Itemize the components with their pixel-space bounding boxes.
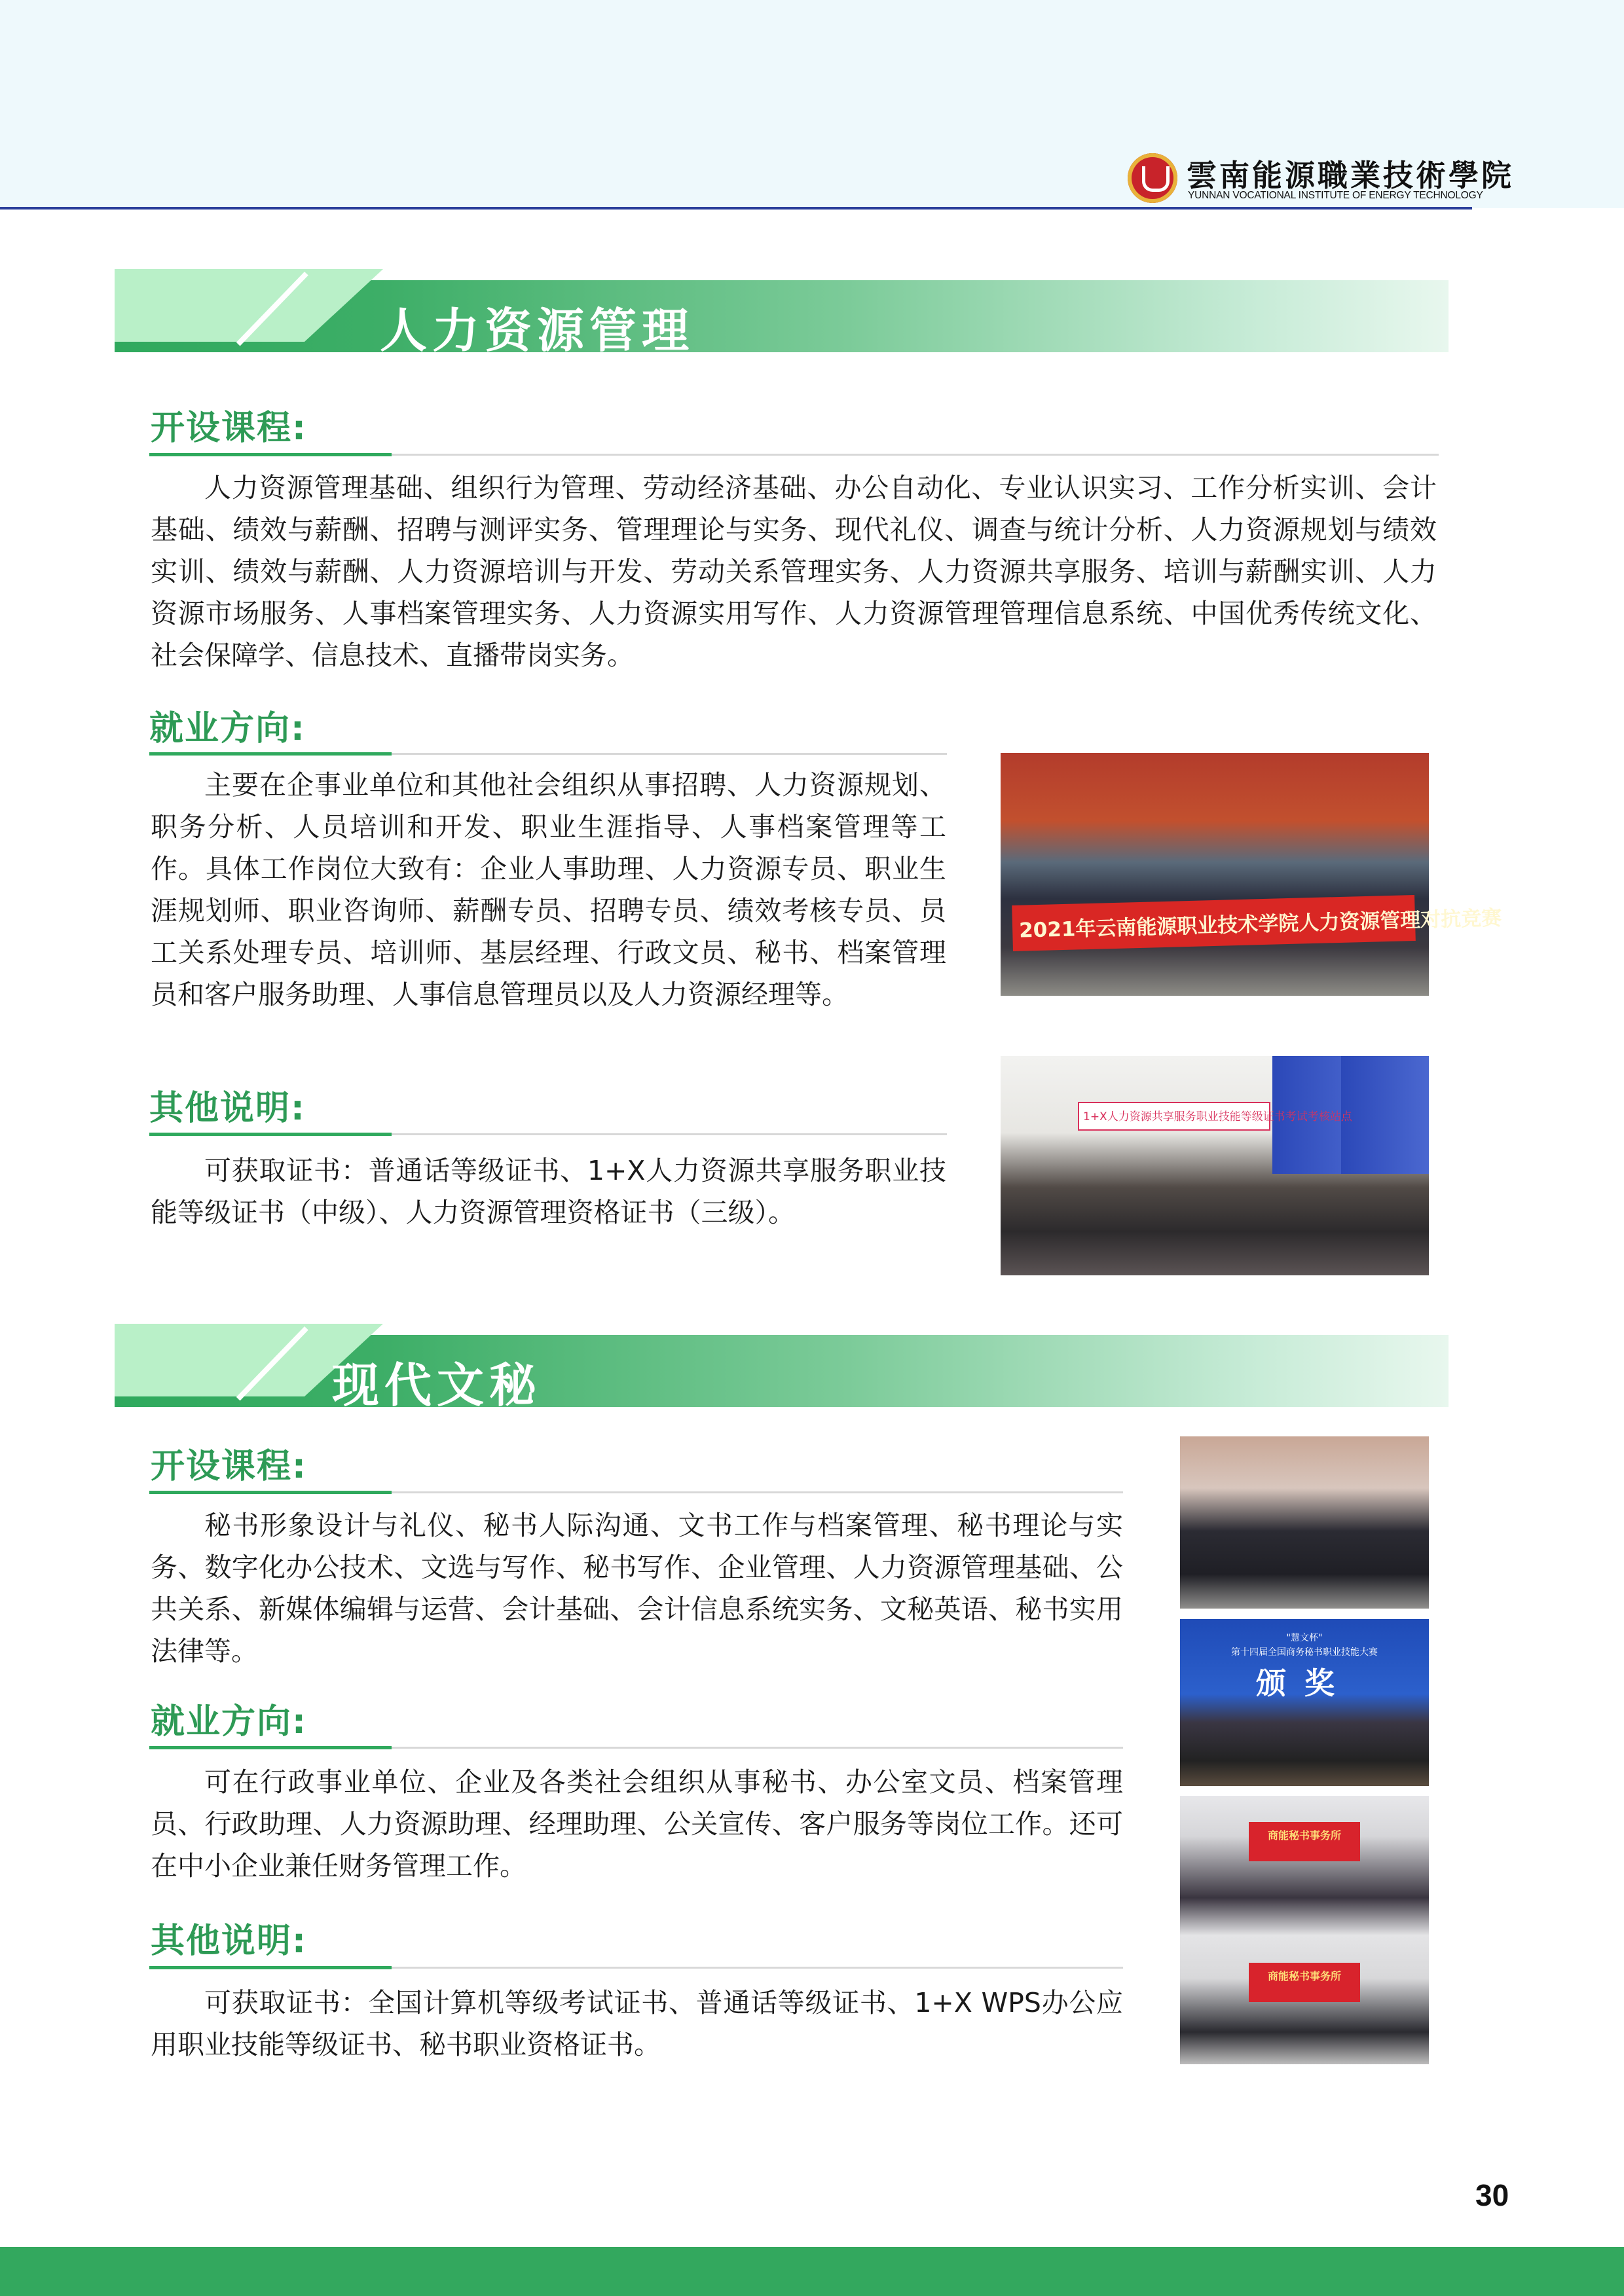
photo-sign-text: 1+X人力资源共享服务职业技能等级证书考试考核站点 <box>1083 1110 1352 1123</box>
school-emblem-icon <box>1128 153 1177 203</box>
courses-heading: 开设课程: <box>151 1447 307 1486</box>
photo-exam-room <box>1001 1056 1429 1275</box>
heading-rule <box>149 753 947 755</box>
page-number: 30 <box>1475 2178 1509 2212</box>
courses-text: 秘书形象设计与礼仪、秘书人际沟通、文书工作与档案管理、秘书理论与实务、数字化办公技术、文选与写作、秘书写作、企业管理、人力资源管理基础、公共关系、新媒体编辑与运营、会计基础、会计信息系统实务、文秘英语、秘书实用法律等。 <box>151 1510 1123 1667</box>
heading-rule <box>149 1967 1123 1969</box>
screen-text: 商能秘书事务所 <box>1267 1970 1341 1982</box>
photo-secretary-group <box>1180 1436 1429 1609</box>
school-logo <box>1128 152 1514 208</box>
career-heading: 就业方向: <box>149 709 306 748</box>
notes-heading: 其他说明: <box>149 1089 306 1128</box>
heading-rule <box>149 1491 1123 1493</box>
heading-rule <box>149 1133 947 1135</box>
school-name-en: YUNNAN VOCATIONAL INSTITUTE OF ENERGY TECHNOLOGY <box>1188 190 1483 201</box>
photo-hall-events <box>1180 1796 1429 2064</box>
career-heading: 就业方向: <box>151 1702 307 1741</box>
courses-text: 人力资源管理基础、组织行为管理、劳动经济基础、办公自动化、专业认识实习、工作分析实训、会计基础、绩效与薪酬、招聘与测评实务、管理理论与实务、现代礼仪、调查与统计分析、人力资源规划与绩效实训、绩效与薪酬、人力资源培训与开发、劳动关系管理实务、人力资源共享服务、培训与薪酬实训、人力资源市场服务、人事档案管理实务、人力资源实用写作、人力资源管理管理信息系统、中国优秀传统文化、社会保障学、信息技术、直播带岗实务。 <box>151 472 1437 671</box>
section-title: 现代文秘 <box>332 1358 542 1413</box>
photo-award-ceremony <box>1180 1619 1429 1786</box>
notes-text: 可获取证书：普通话等级证书、1+X人力资源共享服务职业技能等级证书（中级）、人力资源管理资格证书（三级）。 <box>151 1155 946 1228</box>
section-banner-secretary <box>115 1324 1449 1413</box>
award-line2: 第十四届全国商务秘书职业技能大赛 <box>1231 1647 1378 1658</box>
footer-bar <box>0 2247 1624 2296</box>
notes-heading: 其他说明: <box>151 1922 307 1961</box>
career-text: 主要在企事业单位和其他社会组织从事招聘、人力资源规划、职务分析、人员培训和开发、职业生涯指导、人事档案管理等工作。具体工作岗位大致有：企业人事助理、人力资源专员、职业生涯规划师、职业咨询师、薪酬专员、招聘专员、绩效考核专员、员工关系处理专员、培训师、基层经理、行政文员、秘书、档案管理员和客户服务助理、人事信息管理员以及人力资源经理等。 <box>151 769 946 1010</box>
school-name-cn: 雲南能源職業技術學院 <box>1187 158 1514 193</box>
section-banner-hr <box>115 269 1449 358</box>
award-big-text: 颁奖 <box>1256 1666 1353 1701</box>
career-text: 可在行政事业单位、企业及各类社会组织从事秘书、办公室文员、档案管理员、行政助理、人力资源助理、经理助理、公关宣传、客户服务等岗位工作。还可在中小企业兼任财务管理工作。 <box>151 1766 1123 1882</box>
screen-text: 商能秘书事务所 <box>1267 1829 1341 1842</box>
section-title: 人力资源管理 <box>380 303 695 358</box>
courses-heading: 开设课程: <box>151 409 307 448</box>
award-line1: "慧文杯" <box>1286 1633 1323 1643</box>
notes-text: 可获取证书：全国计算机等级考试证书、普通话等级证书、1+X WPS办公应用职业技能等级证书、秘书职业资格证书。 <box>151 1987 1123 2060</box>
photo-competition-group <box>1001 753 1502 996</box>
photo-banner-text: 2021年云南能源职业技术学院人力资源管理对抗竞赛 <box>1018 906 1502 943</box>
heading-rule <box>149 1747 1123 1749</box>
heading-rule <box>149 454 1439 456</box>
